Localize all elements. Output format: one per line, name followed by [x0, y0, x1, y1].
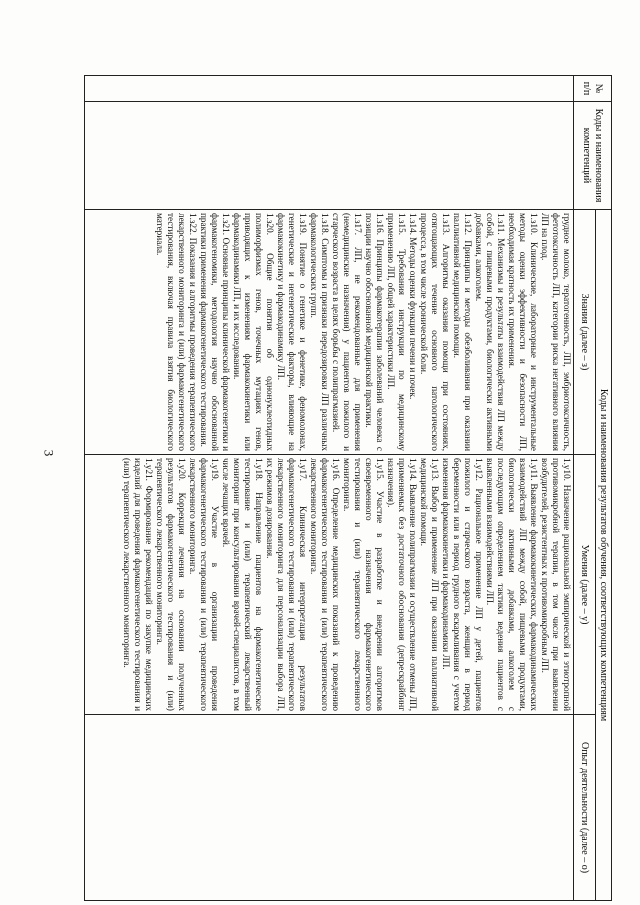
knowledge-item: 1.з20. Общие понятия об однонуклеотидных полиморфизмах генов, точечных мутациях генов, приводящих к изменениям фармакокинетики или фармакодинамики ЛП, и их исследовании.	[232, 213, 275, 451]
skill-item: 1.у20. Коррекция лечения на основании полученных результатов фармакогенетического тестирования и (или) терапевтического лекарственного мониторинга.	[155, 458, 187, 711]
cell-skills	[85, 455, 574, 715]
header-skills: Умения (далее – у)	[574, 455, 596, 715]
knowledge-item: 1.з12. Принципы и методы обезболивания при оказании паллиативной медицинской помощи.	[452, 213, 473, 451]
cell-knowledge	[85, 210, 574, 455]
page-number-container	[41, 0, 56, 905]
knowledge-item: 1.з22. Показания и алгоритмы проведения терапевтического лекарственного мониторинга и (или) фармакогенетического тестирования, включая правила взятия биологического материала.	[155, 213, 198, 451]
knowledge-item: 1.з11. Механизмы и результаты взаимодействия ЛП между собой, с пищевыми продуктами, биологически активными добавками, алкоголем.	[474, 213, 506, 451]
header-learning-results: Коды и наименования результатов обучения, соответствующих компетенциям	[596, 210, 612, 901]
skill-item: 1.у12. Рациональное применение ЛП у детей, пациентов пожилого и старческого возраста, женщин в период беременности или в период грудного вскармливания с учетом изменения фармакокинетики и фармакодинамики ЛП.	[441, 458, 484, 711]
skill-item: 1.у16. Определение медицинских показаний к проведению фармакогенетического тестирования и (или) терапевтического лекарственного мониторинга.	[309, 458, 341, 711]
skill-item: 1.у13. Выбор и применение ЛП при оказании паллиативной медицинской помощи.	[419, 458, 440, 711]
competency-table	[84, 75, 612, 901]
knowledge-item: 1.з17. ЛП, не рекомендованные для применения (немедицинские назначения) у пациентов пожилого и старческого возраста в целях борьбы с полипрагмазией.	[331, 213, 363, 451]
skill-item: 1.у18. Направление пациентов на фармакогенетическое тестирование и (или) терапевтический лекарственный мониторинг при консультировании врачей-специалистов, в том числе лечащих врачей.	[221, 458, 264, 711]
header-experience: Опыт деятельности (далее – о)	[574, 715, 596, 901]
knowledge-item: 1.з14. Методы оценки функции печени и почек.	[408, 213, 418, 400]
skill-item: 1.у19. Участие в организации проведения фармакогенетического тестирования и (или) терапевтического лекарственного мониторинга.	[188, 458, 220, 711]
knowledge-item: грудное молоко, тератогенность, ЛП, эмбриотоксичность, фетотоксичность ЛП, категории риска негативного влияния ЛП на плод.	[540, 213, 572, 451]
knowledge-item: 1.з19. Понятие о генетике и фенетике, феномолонах, генетические и негенетические факторы, влияющие на фармакокинетику и фармакодинамику ЛП.	[276, 213, 308, 451]
header-knowledge: Знания (далее – з)	[574, 210, 596, 455]
knowledge-item: 1.з18. Симптомы и признаки передозировки ЛП различных фармакологических групп.	[309, 213, 330, 451]
knowledge-item: 1.з16. Принципы фармакотерапии заболеваний человека с позиции научно обоснованной медицинской практики.	[364, 213, 385, 451]
skill-item: 1.у21. Формирование рекомендаций по закупке медицинских изделий для проведения фармакогенетического тестирования и (или) терапевтического лекарственного мониторинга.	[122, 458, 154, 711]
skill-item: 1.у14. Выявление полипрагмазии и осуществление отмены ЛП, применяемых без достаточного обоснования (депрескрайбинг назначения).	[386, 458, 418, 711]
cell-competency-codes	[85, 102, 574, 210]
header-competency-codes: Коды и наименования компетенций	[574, 102, 612, 210]
header-num: № п/п	[574, 76, 612, 102]
rotated-table-wrapper	[84, 75, 612, 900]
skill-item: 1.у11. Выявление фармакокинетических, фармакодинамических взаимодействий ЛП между собой, пищевыми продуктами, биологически активными добавками, алкоголем с последующим определением тактики ведения пациентов с выявленными взаимодействиями ЛП.	[485, 458, 539, 711]
skill-item: 1.у17. Клиническая интерпретация результатов фармакогенетического тестирования и (или) терапевтического лекарственного мониторинга для персонализации выбора ЛП, их режимов дозирования.	[265, 458, 308, 711]
knowledge-item: 1.з10. Клинические, лабораторные и инструментальные методы оценки эффективности и безопасности ЛП, необходимая кратность их применения.	[507, 213, 539, 451]
skill-item: 1.у15. Участие в разработке и внедрении алгоритмов своевременного назначения фармакогенетического тестирования и (или) терапевтического лекарственного мониторинга.	[342, 458, 385, 711]
cell-num	[85, 76, 574, 102]
knowledge-item: 1.з15. Требования инструкции по медицинскому применению ЛП, общей характеристики ЛП.	[386, 213, 407, 451]
page-number: 3	[41, 449, 56, 456]
cell-experience	[85, 715, 574, 901]
skill-item: 1.у10. Назначение рациональной эмпирической и этиотропной противомикробной терапии, в том числе при выявлении возбудителей, резистентных к противомикробным ЛП.	[540, 458, 572, 711]
knowledge-item: 1.з13. Алгоритмы оказания помощи при состояниях, отягощающих течение основного патологического процесса, в том числе хронической боли.	[419, 213, 451, 451]
knowledge-item: 1.з21. Основные принципы клинической фармакогенетики и фармакогеномики, методология научно обоснованной практики применения фармакогенетического тестирования.	[199, 213, 231, 451]
